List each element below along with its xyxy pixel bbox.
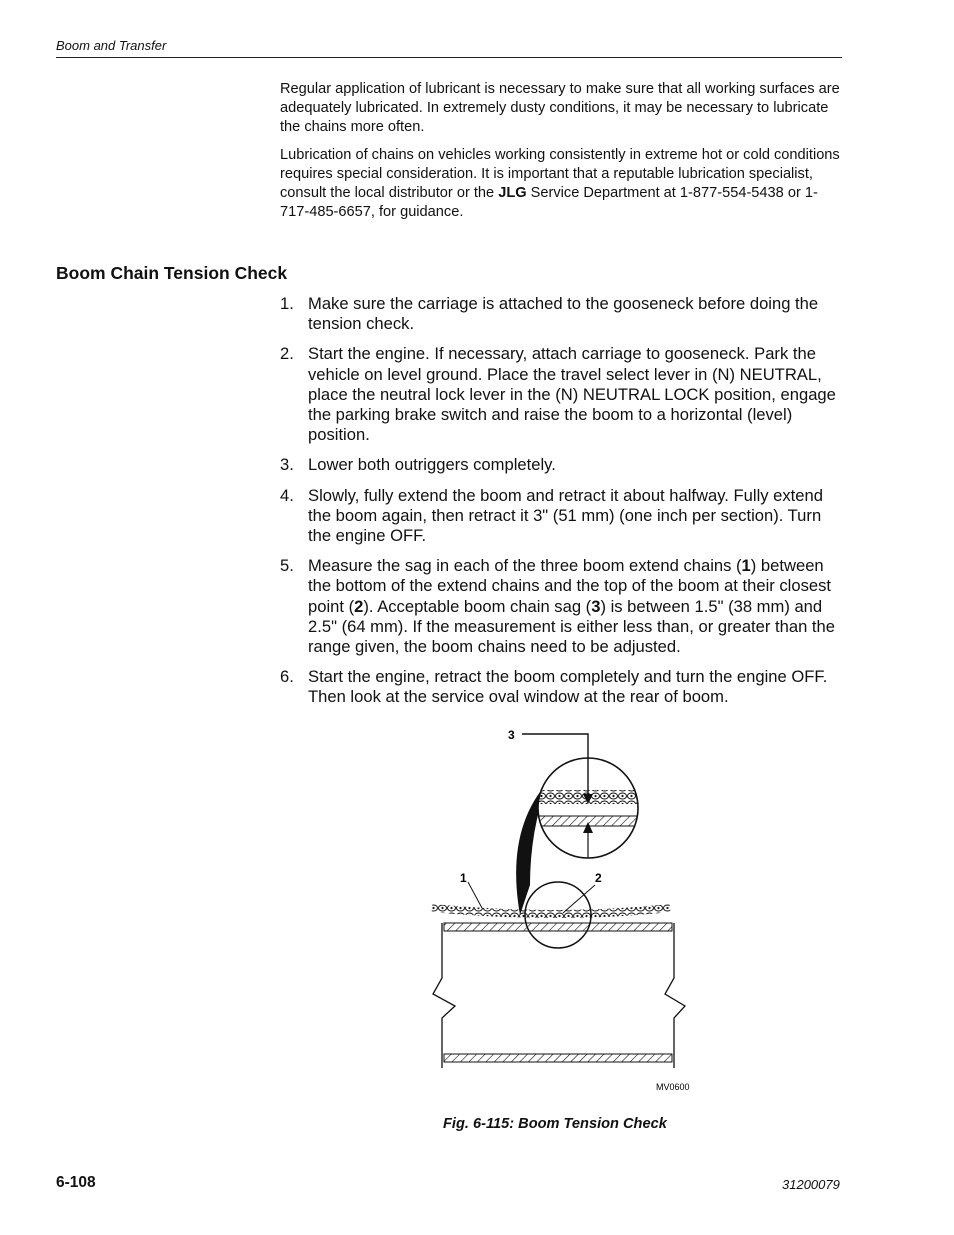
intro-paragraph-2-prefix: Lubrication of chains on vehicles working consistently in extreme hot or cold conditions requires special consideration. It is important that a reputable lubrication specialist, consult the local distributor or the [280,147,840,201]
intro-paragraph-2 [280,146,842,222]
step-number: 6. [280,667,294,687]
header-rule [56,57,842,58]
step-item [280,486,842,547]
extend-chain [432,908,670,914]
step-item [280,667,842,707]
step-text: Start the engine, retract the boom completely and turn the engine OFF. Then look at the service oval window at the rear of boom. [308,667,828,707]
step-text-part: ) between the bottom of the extend chains and the top of the boom at their closest point ( [308,556,832,616]
figure-caption: Fig. 6-115: Boom Tension Check [443,1116,667,1132]
callout-1-label: 1 [460,871,467,885]
step-number: 1. [280,294,294,313]
step-item [280,455,842,475]
callout-2-label: 2 [595,871,602,885]
step-text: Slowly, fully extend the boom and retract it about halfway. Fully extend the boom again, then retract it 3" (51 mm) (one inch per section). Turn the engine OFF. [308,485,823,546]
boom-body [433,923,685,1068]
step-text [308,556,835,656]
step-item [280,344,842,445]
callout-ref-2: 2 [354,596,364,616]
step-number: 2. [280,344,294,364]
step-text-part: ) is between 1.5" (38 mm) and 2.5" (64 mm). If the measurement is either less than, or greater than the range given, the boom chains need to be adjusted. [308,596,835,657]
callout-ref-3: 3 [591,596,601,616]
document-number: 31200079 [782,1177,840,1192]
step-text: Start the engine. If necessary, attach carriage to gooseneck. Park the vehicle on level ground. Place the travel select lever in (N) NEUTRAL, place the neutral lock lever in the (N) NEUTRAL LOCK position, engage the parking brake switch and raise the boom to a horizontal (level) position. [308,344,836,445]
drawing-id: MV0600 [656,1082,690,1092]
section-heading: Boom Chain Tension Check [56,263,288,283]
step-number: 5. [280,556,294,576]
brand-name: JLG [498,185,527,201]
step-text: Make sure the carriage is attached to the gooseneck before doing the tension check. [308,294,819,334]
callout-3-label: 3 [508,728,515,742]
callout-1-leader [468,882,482,908]
step-item [280,556,842,657]
intro-text [280,80,842,231]
page-number: 6-108 [56,1174,96,1191]
intro-paragraph-1: Regular application of lubricant is necessary to make sure that all working surfaces are adequately lubricated. In extremely dusty conditions, it may be necessary to lubricate the chains more often. [280,81,840,135]
step-item [280,294,842,334]
step-number: 4. [280,485,294,505]
boom-tension-figure [420,720,710,1100]
step-text-part: ). Acceptable boom chain sag ( [363,596,592,616]
boom-diagram [420,720,710,1100]
intro-paragraph-2-suffix: Service Department at 1-877-554-5438 or 1-717-485-6657, for guidance. [280,185,818,220]
procedure-steps [280,294,842,718]
step-text: Lower both outriggers completely. [308,455,556,475]
callout-ref-1: 1 [741,556,751,576]
step-number: 3. [280,455,294,475]
step-text-part: Measure the sag in each of the three boom extend chains ( [308,556,742,576]
running-header: Boom and Transfer [56,38,167,53]
